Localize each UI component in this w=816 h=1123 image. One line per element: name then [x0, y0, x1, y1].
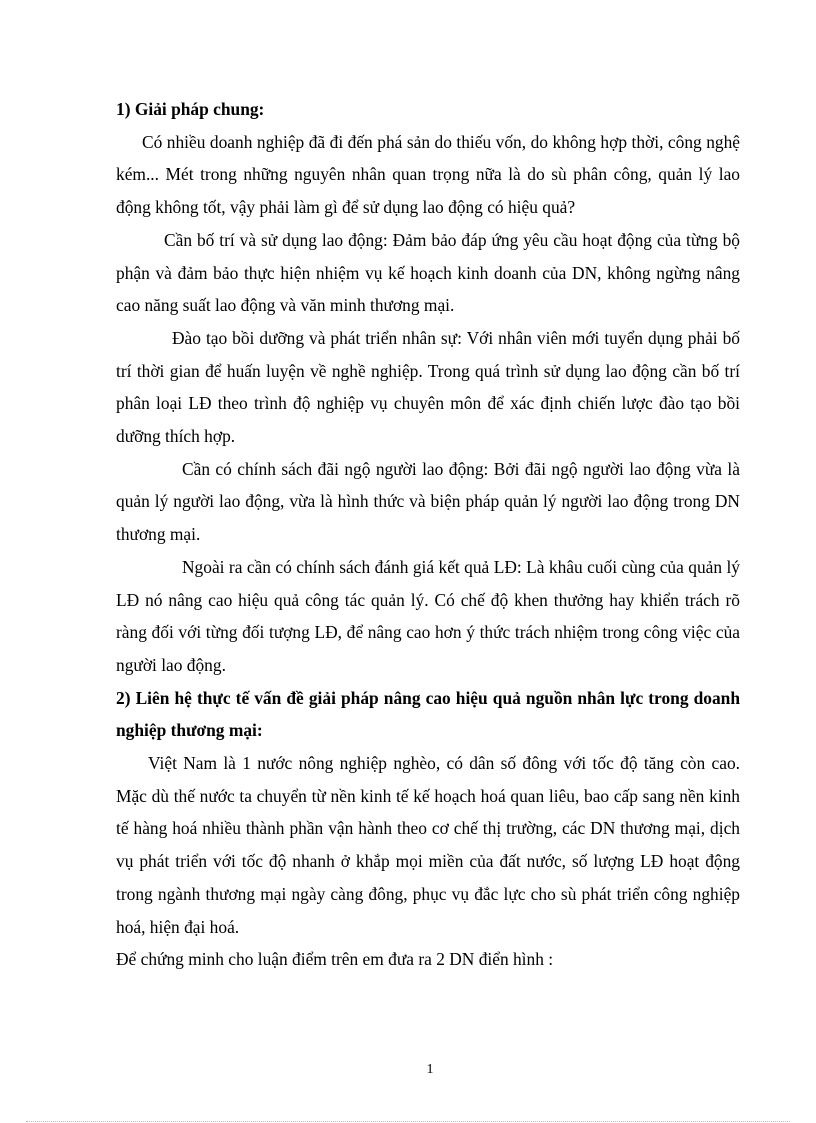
paragraph-example-intro: Để chứng minh cho luận điểm trên em đưa ra 2 DN điển hình :: [116, 949, 554, 970]
paragraph-training: Đào tạo bồi dưỡng và phát triển nhân sự: Với nhân viên mới tuyển dụng phải bố trí thời gian để huấn luyện về nghề nghiệp. Trong quá trình sử dụng lao động cần bố trí phân loại LĐ theo trình độ nghiệp vụ chuyên môn để xác định chiến lược đào tạo bồi dưỡng thích hợp.: [116, 327, 740, 447]
paragraph-evaluation: Ngoài ra cần có chính sách đánh giá kết quả LĐ: Là khâu cuối cùng của quản lý LĐ nó nâng cao hiệu quả công tác quản lý. Có chế độ khen thưởng hay khiển trách rõ ràng đối với từng đối tượng LĐ, để nâng cao hơn ý thức trách nhiệm trong công việc của người lao động.: [116, 556, 740, 675]
paragraph-compensation: Cần có chính sách đãi ngộ người lao động: Bởi đãi ngộ người lao động vừa là quản lý người lao động, vừa là hình thức và biện pháp quản lý người lao động trong DN thương mại.: [116, 458, 740, 545]
paragraph-labor-arrangement: Cần bố trí và sử dụng lao động: Đảm bảo đáp ứng yêu cầu hoạt động của từng bộ phận và đảm bảo thực hiện nhiệm vụ kế hoạch kinh doanh của DN, không ngừng nâng cao năng suất lao động và văn minh thương mại.: [116, 229, 740, 316]
page-number: 1: [426, 1062, 434, 1077]
document-body: [116, 93, 740, 976]
paragraph-vietnam-context: Việt Nam là 1 nước nông nghiệp nghèo, có dân số đông với tốc độ tăng còn cao. Mặc dù thế nước ta chuyển từ nền kinh tế kế hoạch hoá quan liêu, bao cấp sang nền kinh tế hàng hoá nhiều thành phần vận hành theo cơ chế thị trường, các DN thương mại, dịch vụ phát triển với tốc độ nhanh ở khắp mọi miền của đất nước, số lượng LĐ hoạt động trong ngành thương mại ngày càng đông, phục vụ đắc lực cho sù phát triển công nghiệp hoá, hiện đại hoá.: [116, 753, 740, 937]
section-heading-2: 2) Liên hệ thực tế vấn đề giải pháp nâng cao hiệu quả nguồn nhân lực trong doanh nghiệp thương mại:: [116, 687, 740, 741]
section-heading-1: 1) Giải pháp chung:: [116, 99, 265, 119]
paragraph-intro: Có nhiều doanh nghiệp đã đi đến phá sản do thiếu vốn, do không hợp thời, công nghệ kém... Mét trong những nguyên nhân quan trọng nữa là do sù phân công, quản lý lao động không tốt, vậy phải làm gì để sử dụng lao động có hiệu quả?: [116, 131, 740, 218]
page-bottom-divider: [26, 1121, 790, 1122]
